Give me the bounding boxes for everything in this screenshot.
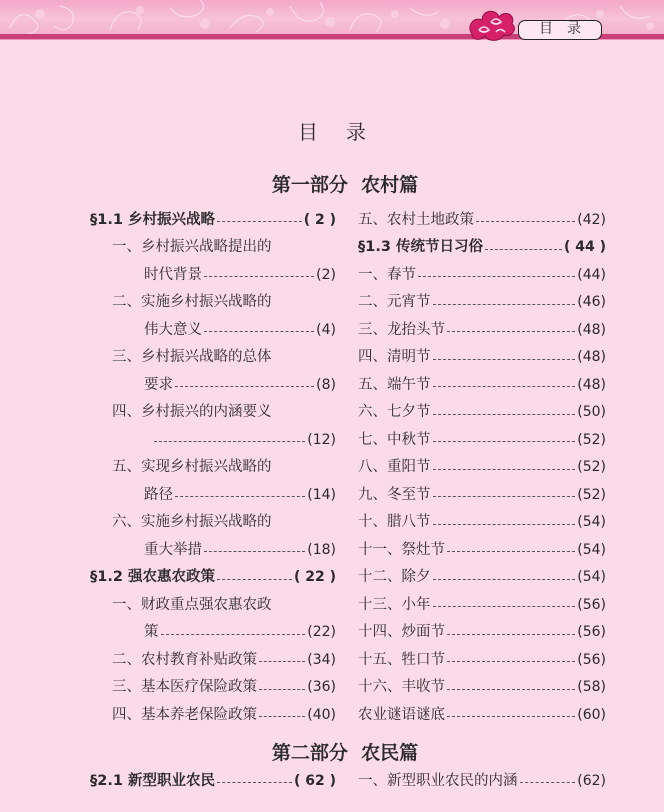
toc-entry-title: 十三、小年	[358, 596, 431, 613]
toc-entry	[90, 591, 336, 619]
toc-entry	[90, 619, 336, 647]
toc-entry-title: 二、农村教育补贴政策	[112, 651, 257, 668]
leader-dots	[447, 661, 575, 662]
toc-left-column	[90, 206, 336, 729]
toc-entry-title: 五、实现乡村振兴战略的	[112, 459, 272, 476]
leader-dots	[259, 661, 305, 662]
toc-page-number: (54)	[577, 514, 606, 531]
toc-entry	[358, 316, 606, 344]
toc-entry-title: 路径	[144, 486, 173, 503]
toc-entry-title: 重大举措	[144, 541, 202, 558]
page-title: 目录	[298, 120, 394, 144]
toc-entry	[90, 399, 336, 427]
toc-page-number: (22)	[307, 624, 336, 641]
toc-entry	[358, 619, 606, 647]
toc-entry-title: 四、乡村振兴的内涵要义	[112, 404, 272, 421]
toc-section-entry	[358, 234, 606, 262]
toc-entry	[358, 481, 606, 509]
toc-entry-title: 十四、炒面节	[358, 624, 445, 641]
toc-page-number: ( 2 )	[303, 211, 336, 228]
toc-entry-title: 伟大意义	[144, 321, 202, 338]
toc-page-number: (8)	[316, 376, 336, 393]
toc-page-number: (62)	[577, 772, 606, 789]
toc-entry	[90, 646, 336, 674]
toc-entry	[90, 509, 336, 537]
toc-entry	[90, 289, 336, 317]
toc-entry	[90, 316, 336, 344]
leader-dots	[447, 331, 575, 332]
leader-dots	[447, 716, 575, 717]
toc-entry	[358, 591, 606, 619]
toc-entry	[358, 509, 606, 537]
leader-dots	[204, 331, 314, 332]
toc-page-number: (56)	[577, 651, 606, 668]
toc-entry-title: §1.3 传统节日习俗	[358, 239, 483, 256]
toc-entry-title: 一、春节	[358, 266, 416, 283]
toc-entry-title: 一、乡村振兴战略提出的	[112, 239, 272, 256]
toc-entry	[358, 206, 606, 234]
toc-entry-title: 十二、除夕	[358, 569, 431, 586]
toc-page-number: (58)	[577, 679, 606, 696]
toc-entry	[358, 674, 606, 702]
toc-page-number: (48)	[577, 349, 606, 366]
toc-entry-title: 十、腊八节	[358, 514, 431, 531]
toc-entry	[90, 371, 336, 399]
toc-page-number: ( 62 )	[293, 772, 336, 789]
toc-entry-title: 二、实施乡村振兴战略的	[112, 294, 272, 311]
leader-dots	[447, 689, 575, 690]
toc-page-number: (44)	[577, 266, 606, 283]
auspicious-cloud-icon	[466, 6, 518, 44]
toc-entry-title: §2.1 新型职业农民	[90, 772, 215, 789]
toc-entry-title: 四、清明节	[358, 349, 431, 366]
toc-entry	[358, 371, 606, 399]
toc-entry	[90, 536, 336, 564]
leader-dots	[433, 304, 576, 305]
toc-entry-title: 策	[144, 624, 159, 641]
leader-dots	[447, 551, 575, 552]
toc-entry	[358, 564, 606, 592]
toc-page-number: (60)	[577, 706, 606, 723]
toc-entry	[90, 674, 336, 702]
toc-entry-title: 要求	[144, 376, 173, 393]
leader-dots	[217, 782, 292, 783]
toc-page-number: (34)	[307, 651, 336, 668]
toc-section-entry	[90, 767, 336, 795]
toc-entry	[358, 646, 606, 674]
toc-entry	[90, 426, 336, 454]
toc-entry-title: 四、基本养老保险政策	[112, 706, 257, 723]
leader-dots	[447, 634, 575, 635]
toc-entry-title: 三、基本医疗保险政策	[112, 679, 257, 696]
leader-dots	[154, 441, 305, 442]
leader-dots	[217, 579, 292, 580]
toc-page-number: (52)	[577, 459, 606, 476]
toc-page-number: (46)	[577, 294, 606, 311]
leader-dots	[433, 414, 576, 415]
toc-entry-title: 十一、祭灶节	[358, 541, 445, 558]
toc-page-number: (50)	[577, 404, 606, 421]
toc-entry	[358, 261, 606, 289]
toc-section-entry	[90, 206, 336, 234]
toc-entry	[358, 399, 606, 427]
toc-part2-left-column	[90, 767, 336, 795]
toc-entry-title: 时代背景	[144, 266, 202, 283]
leader-dots	[161, 634, 306, 635]
leader-dots	[433, 496, 576, 497]
toc-entry	[358, 536, 606, 564]
leader-dots	[476, 221, 575, 222]
toc-entry	[90, 454, 336, 482]
toc-entry	[358, 454, 606, 482]
leader-dots	[433, 386, 576, 387]
part-title-2: 第二部分 农民篇	[271, 742, 419, 764]
toc-page-number: (52)	[577, 431, 606, 448]
toc-entry	[90, 261, 336, 289]
toc-entry-title: 一、财政重点强农惠农政	[112, 596, 272, 613]
toc-entry	[358, 701, 606, 729]
toc-entry	[90, 701, 336, 729]
toc-page-number: (36)	[307, 679, 336, 696]
leader-dots	[433, 359, 576, 360]
header-section-tab: 目录	[518, 20, 602, 40]
toc-entry-title: 二、元宵节	[358, 294, 431, 311]
toc-entry-title: 五、农村土地政策	[358, 211, 474, 228]
leader-dots	[259, 716, 305, 717]
toc-entry-title: 五、端午节	[358, 376, 431, 393]
toc-entry-title: 九、冬至节	[358, 486, 431, 503]
toc-entry	[90, 481, 336, 509]
leader-dots	[175, 386, 314, 387]
toc-entry-title: 十六、丰收节	[358, 679, 445, 696]
toc-page-number: (18)	[307, 541, 336, 558]
toc-entry-title: 六、七夕节	[358, 404, 431, 421]
toc-entry-title: 六、实施乡村振兴战略的	[112, 514, 272, 531]
toc-entry-title: 农业谜语谜底	[358, 706, 445, 723]
leader-dots	[433, 441, 576, 442]
toc-section-entry	[90, 564, 336, 592]
toc-right-column	[358, 206, 606, 729]
leader-dots	[217, 221, 302, 222]
toc-page-number: ( 22 )	[293, 569, 336, 586]
leader-dots	[204, 551, 305, 552]
toc-entry-title: §1.1 乡村振兴战略	[90, 211, 215, 228]
toc-page-number: (56)	[577, 596, 606, 613]
toc-entry	[358, 426, 606, 454]
toc-entry	[358, 289, 606, 317]
part-title-1: 第一部分 农村篇	[271, 174, 419, 196]
toc-entry	[90, 234, 336, 262]
toc-entry-title: 七、中秋节	[358, 431, 431, 448]
leader-dots	[433, 469, 576, 470]
toc-page-number: (2)	[316, 266, 336, 283]
toc-page-number: (40)	[307, 706, 336, 723]
toc-part2-right-column	[358, 767, 606, 795]
toc-entry-title: 三、乡村振兴战略的总体	[112, 349, 272, 366]
toc-entry-title: 十五、牲口节	[358, 651, 445, 668]
toc-page-number: ( 44 )	[563, 239, 606, 256]
toc-page-number: (48)	[577, 376, 606, 393]
toc-entry-title: 八、重阳节	[358, 459, 431, 476]
toc-entry	[358, 344, 606, 372]
toc-page-number: (54)	[577, 569, 606, 586]
leader-dots	[433, 579, 576, 580]
toc-entry	[90, 344, 336, 372]
toc-page-number: (14)	[307, 486, 336, 503]
toc-page-number: (54)	[577, 541, 606, 558]
toc-entry-title: 三、龙抬头节	[358, 321, 445, 338]
leader-dots	[433, 606, 576, 607]
toc-page-number: (12)	[307, 431, 336, 448]
toc-page-number: (42)	[577, 211, 606, 228]
toc-page-number: (52)	[577, 486, 606, 503]
leader-dots	[433, 524, 576, 525]
leader-dots	[418, 276, 575, 277]
leader-dots	[204, 276, 314, 277]
toc-page-number: (56)	[577, 624, 606, 641]
leader-dots	[175, 496, 305, 497]
leader-dots	[520, 782, 576, 783]
toc-page-number: (4)	[316, 321, 336, 338]
leader-dots	[259, 689, 305, 690]
toc-entry	[358, 767, 606, 795]
toc-entry-title: 一、新型职业农民的内涵	[358, 772, 518, 789]
leader-dots	[485, 249, 562, 250]
toc-entry-title: §1.2 强农惠农政策	[90, 569, 215, 586]
toc-page-number: (48)	[577, 321, 606, 338]
